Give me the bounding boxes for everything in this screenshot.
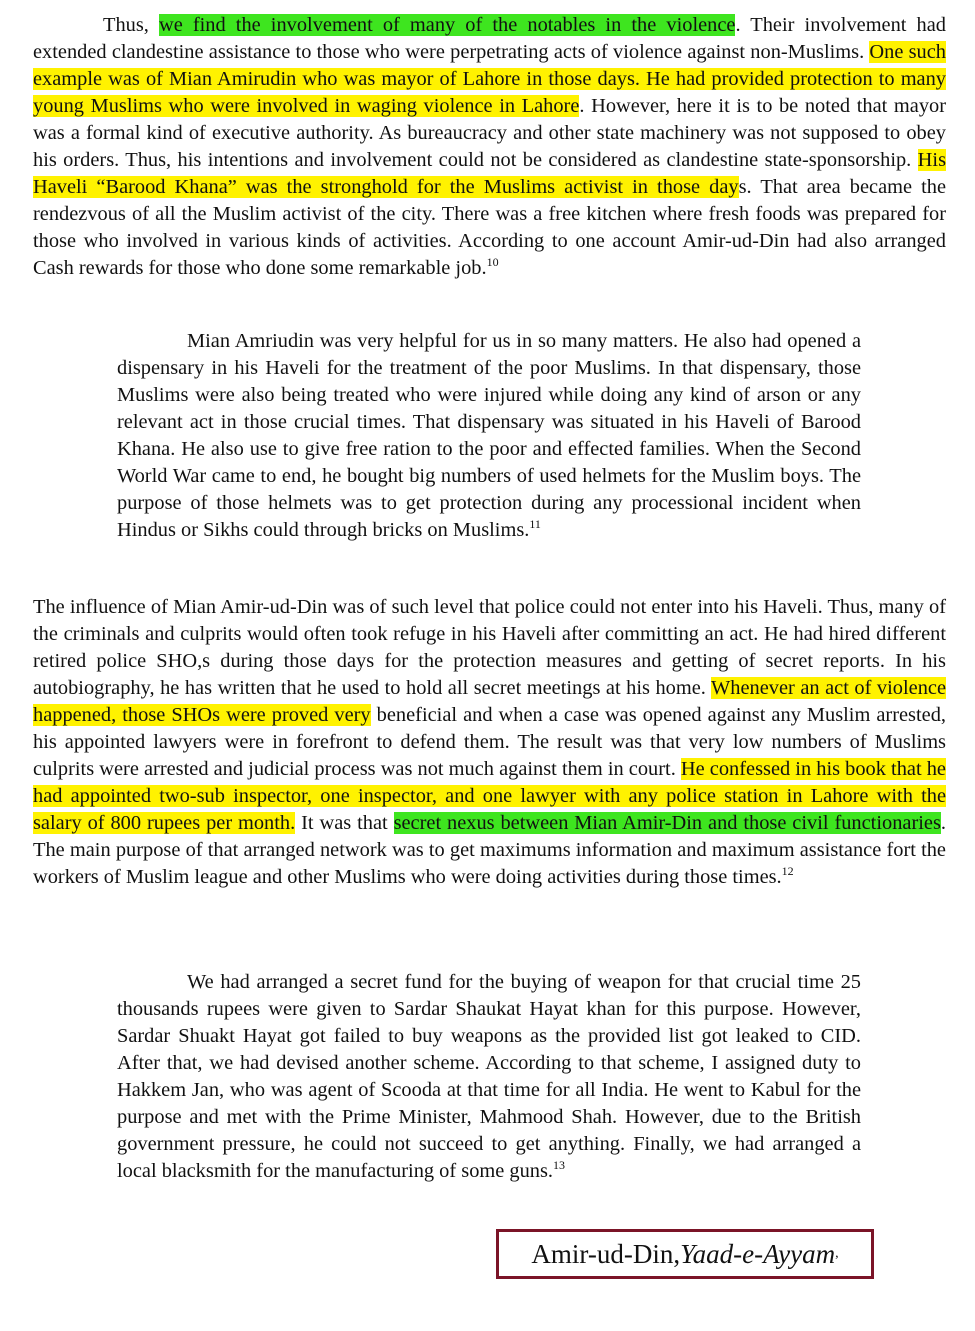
- text-run: beneficial and when a case was opened against any Muslim arrested, his appointed lawyers were in forefront to defend them. The result was that very low numbers of Muslims culprits were arrested and judicial process was not much against them in court.: [33, 704, 946, 780]
- text-run: It was that: [295, 812, 394, 834]
- yellow-highlight: Whenever an act of violence happened, those SHOs were proved very: [33, 677, 946, 726]
- text-run: The influence of Mian Amir-ud-Din was of such level that police could not enter into his Haveli. Thus, many of the criminals and culprits would often took refuge in his Haveli after committing an act. He had hired different retired police SHO,s during those days for the protection measures and getting of secret reports. In his autobiography, he has written that he used to hold all secret meetings at his home.: [33, 596, 946, 699]
- footnote-marker: 11: [529, 517, 541, 531]
- block-quote-2: [117, 969, 861, 1185]
- yellow-highlight: One such example was of Mian Amirudin who was mayor of Lahore in those days. He had provided protection to many young Muslims who were involved in waging violence in Lahore: [33, 41, 946, 117]
- yellow-highlight: His Haveli “Barood Khana” was the stronghold for the Muslims activist in those day: [33, 149, 946, 198]
- green-highlight: secret nexus between Mian Amir-Din and those civil functionaries: [393, 812, 941, 834]
- citation-trail: ,: [835, 1246, 839, 1261]
- text-run: Thus,: [103, 14, 159, 36]
- text-run: . The main purpose of that arranged network was to get maximums information and maximum assistance fort the workers of Muslim league and other Muslims who were doing activities during those times.: [33, 812, 946, 888]
- yellow-highlight: He confessed in his book that he had appointed two-sub inspector, one inspector, and one lawyer with any police station in Lahore with the salary of 800 rupees per month.: [33, 758, 946, 834]
- green-highlight: we find the involvement of many of the notables in the violence: [158, 14, 736, 36]
- paragraph-1: [33, 12, 946, 282]
- citation-author: Amir-ud-Din,: [531, 1238, 681, 1269]
- citation-title: Yaad-e-Ayyam: [680, 1238, 836, 1269]
- footnote-marker: 10: [486, 255, 499, 269]
- citation-box: [496, 1229, 874, 1279]
- quote-text: We had arranged a secret fund for the buying of weapon for that crucial time 25 thousands rupees were given to Sardar Shaukat Hayat khan for this purpose. However, Sardar Shuakt Hayat got failed to buy weapons as the provided list got leaked to CID. After that, we had devised another scheme. According to that scheme, I assigned duty to Hakkem Jan, who was agent of Scooda at that time for all India. He went to Kabul for the purpose and met with the Prime Minister, Mahmood Shah. However, due to the British government pressure, he could not succeed to get anything. Finally, we had arranged a local blacksmith for the manufacturing of some guns.: [117, 971, 861, 1182]
- footnote-marker: 12: [781, 864, 794, 878]
- text-run: . Their involvement had extended clandestine assistance to those who were perpetrating acts of violence against non-Muslims.: [33, 14, 946, 63]
- block-quote-1: [117, 328, 861, 544]
- paragraph-2: [33, 594, 946, 891]
- footnote-marker: 13: [553, 1158, 566, 1172]
- text-run: s. That area became the rendezvous of all the Muslim activist of the city. There was a free kitchen where fresh foods was prepared for those who involved in various kinds of activities. According to one account Amir-ud-Din had also arranged Cash rewards for those who done some remarkable job.: [33, 176, 946, 279]
- quote-text: Mian Amriudin was very helpful for us in so many matters. He also had opened a dispensary in his Haveli for the treatment of the poor Muslims. In that dispensary, those Muslims were also being treated who were injured while doing any kind of arson or any relevant act in those crucial times. That dispensary was situated in his Haveli of Barood Khana. He also use to give free ration to the poor and effected families. When the Second World War came to end, he bought big numbers of used helmets for the Muslim boys. The purpose of those helmets was to get protection during any processional incident when Hindus or Sikhs could through bricks on Muslims.: [117, 330, 861, 541]
- text-run: . However, here it is to be noted that mayor was a formal kind of executive authority. As bureaucracy and other state machinery was not supposed to obey his orders. Thus, his intentions and involvement could not be considered as clandestine state-sponsorship.: [33, 95, 946, 171]
